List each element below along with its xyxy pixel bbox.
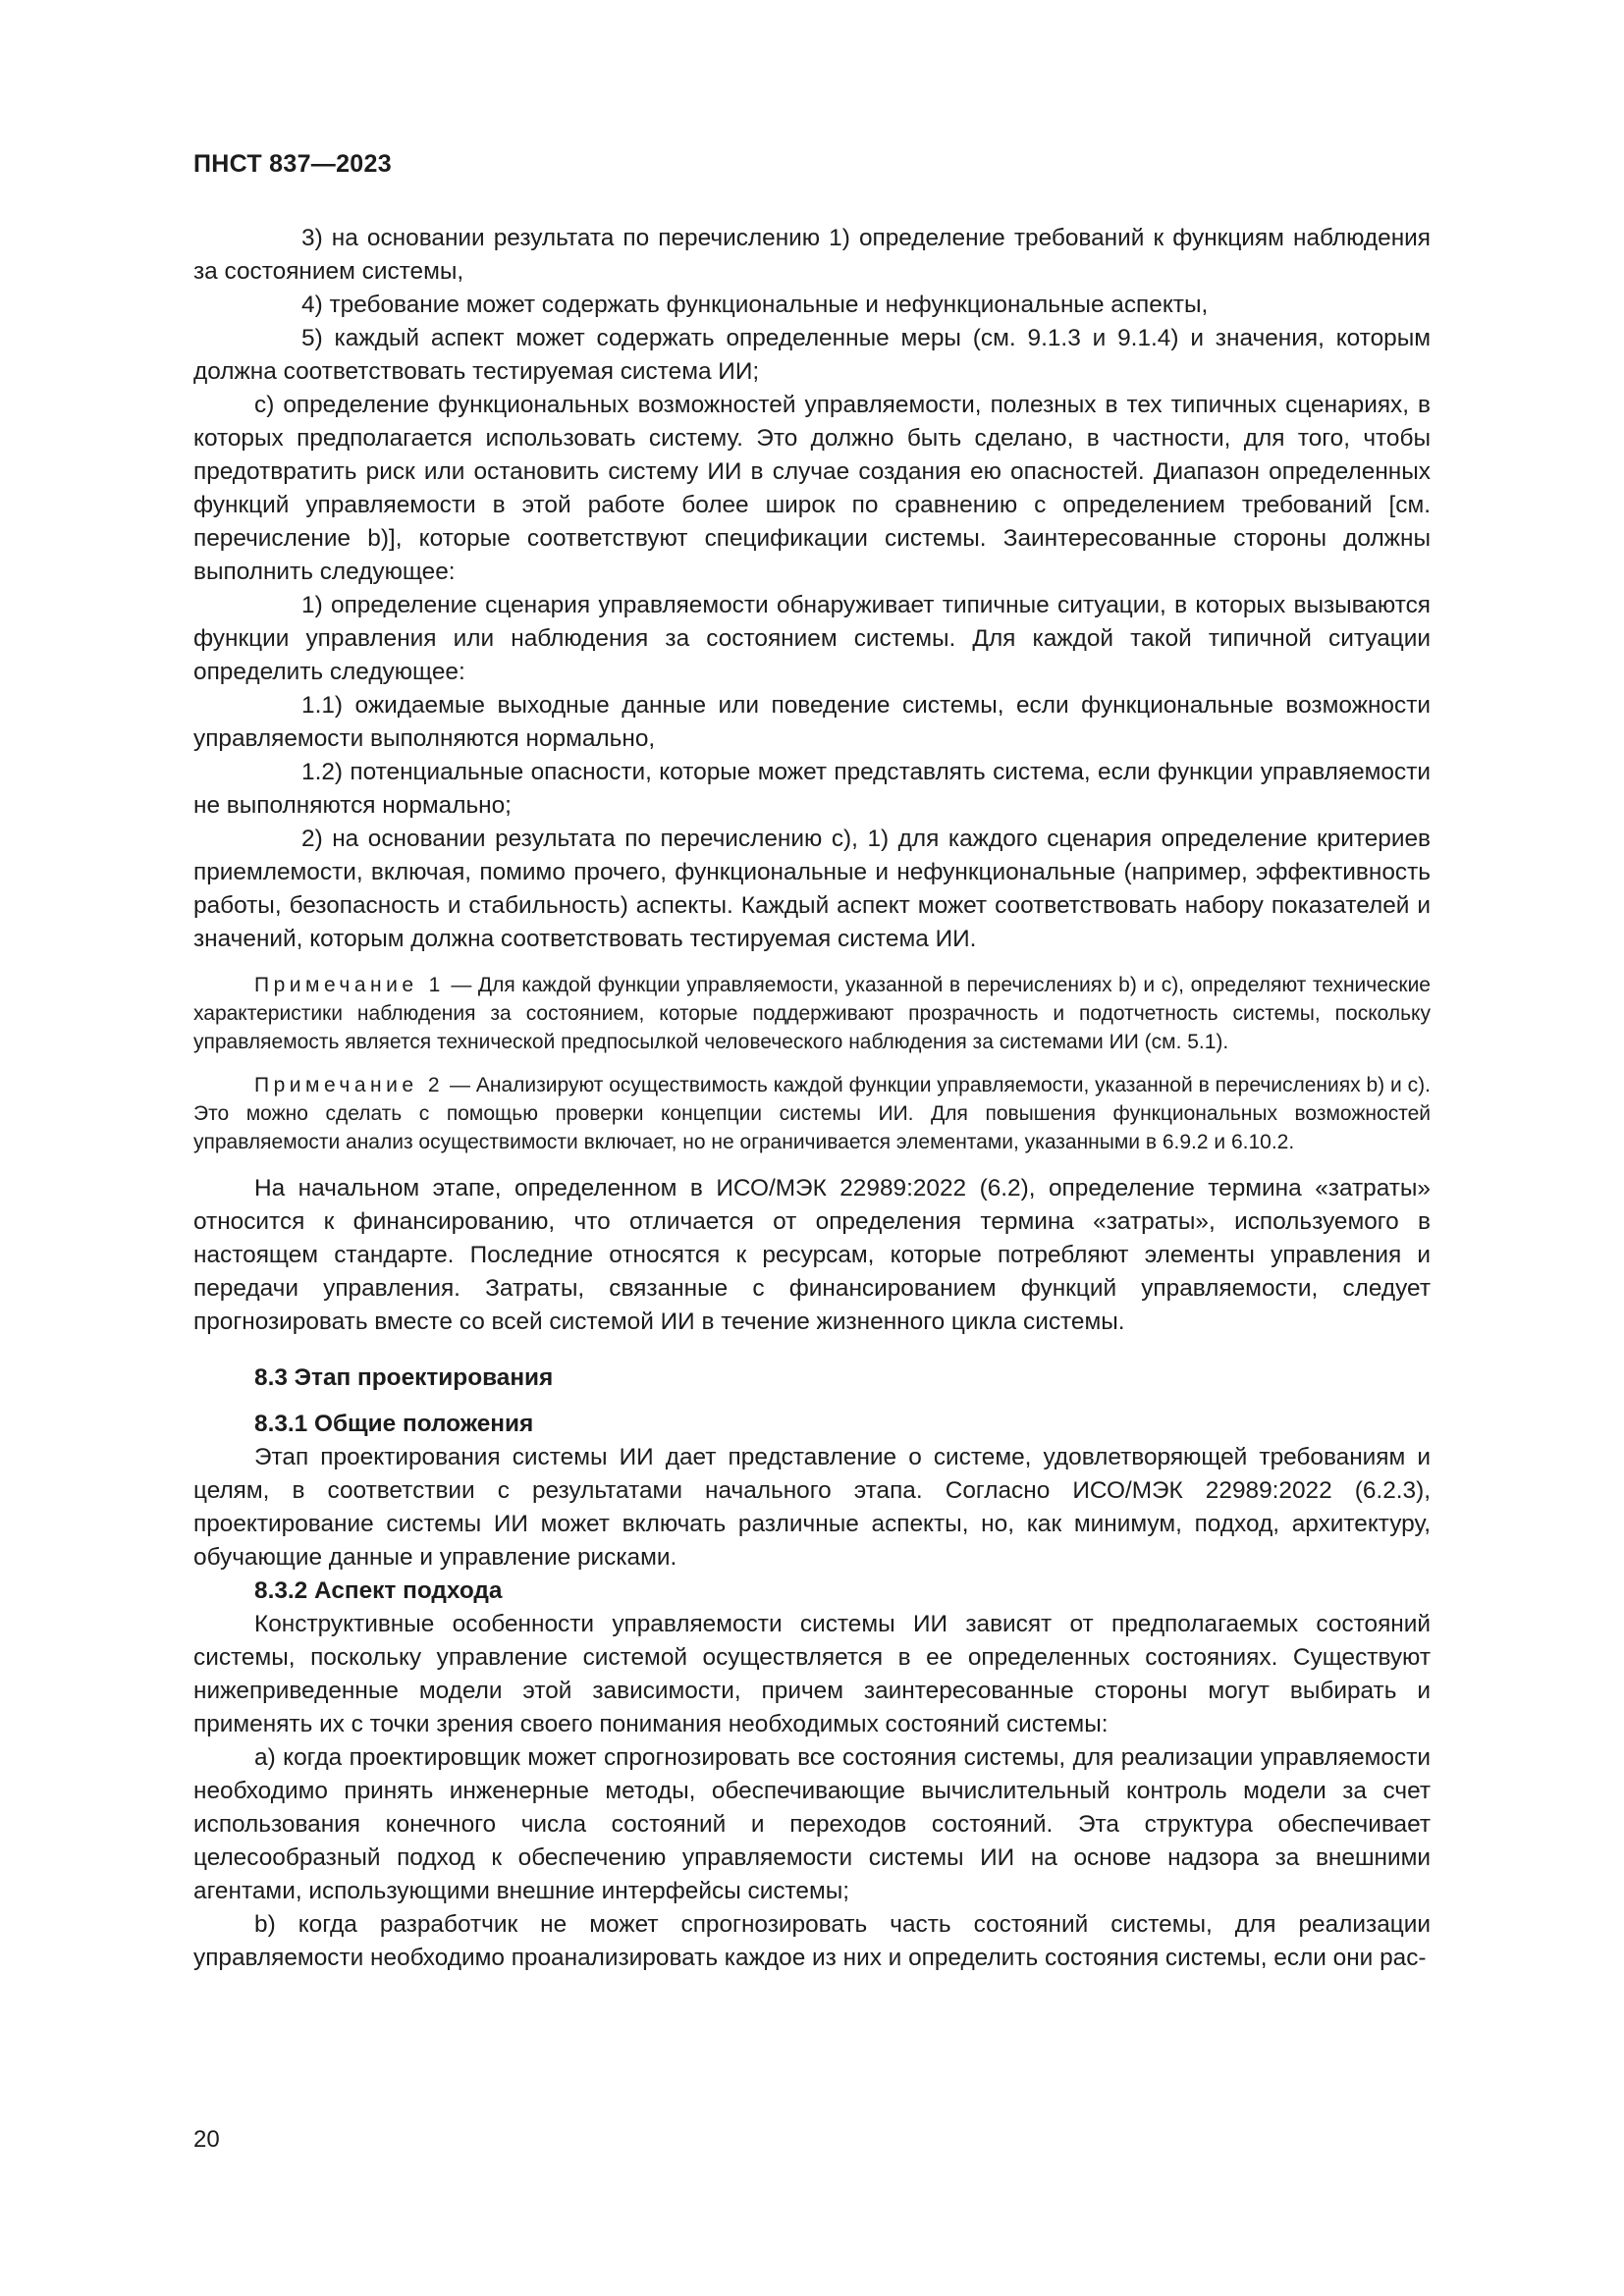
paragraph: 3) на основании результата по перечислению 1) определение требований к функциям наблюдения за состоянием системы,	[193, 225, 1431, 285]
paragraph: 2) на основании результата по перечислению c), 1) для каждого сценария определение критериев приемлемости, включая, помимо прочего, функциональные и нефункциональные (например, эффективность работы, безопасность и стабильность) аспекты. Каждый аспект может соответствовать набору показателей и значений, которым должна соответствовать тестируемая система ИИ.	[193, 826, 1431, 952]
subsection-heading: 8.3.1 Общие положения	[254, 1411, 534, 1437]
paragraph: 1.2) потенциальные опасности, которые может представлять система, если функции управляемости не выполняются нормально;	[193, 759, 1431, 819]
note-1	[193, 971, 1431, 1056]
paragraph: c) определение функциональных возможностей управляемости, полезных в тех типичных сценариях, в которых предполагается использовать систему. Это должно быть сделано, в частности, для того, чтобы предотвратить риск или остановить систему ИИ в случае создания ею опасностей. Диапазон определенных функций управляемости в этой работе более широк по сравнению с определением требований [см. перечисление b)], которые соответствуют спецификации системы. Заинтересованные стороны должны выполнить следующее:	[193, 392, 1431, 585]
note-label: Примечание 1	[254, 974, 445, 996]
page-body	[193, 222, 1431, 1975]
note-text: — Анализируют осуществимость каждой функции управляемости, указанной в перечислениях b) и c). Это можно сделать с помощью проверки концепции системы ИИ. Для повышения функциональных возможностей управляемости анализ осуществимости включает, но не ограничивается элементами, указанными в 6.9.2 и 6.10.2.	[193, 1074, 1431, 1153]
list-item: a) когда проектировщик может спрогнозировать все состояния системы, для реализации управляемости необходимо принять инженерные методы, обеспечивающие вычислительный контроль модели за счет использования конечного числа состояний и переходов состояний. Эта структура обеспечивает целесообразный подход к обеспечению управляемости системы ИИ на основе надзора за внешними агентами, использующими внешние интерфейсы системы;	[193, 1744, 1431, 1904]
paragraph: Конструктивные особенности управляемости системы ИИ зависят от предполагаемых состояний системы, поскольку управление системой осуществляется в ее определенных состояниях. Существуют нижеприведенные модели этой зависимости, причем заинтересованные стороны могут выбирать и применять их с точки зрения своего понимания необходимых состояний системы:	[193, 1611, 1431, 1737]
subsection-heading: 8.3.2 Аспект подхода	[254, 1577, 503, 1604]
paragraph: 1) определение сценария управляемости обнаруживает типичные ситуации, в которых вызываются функции управления или наблюдения за состоянием системы. Для каждой такой типичной ситуации определить следующее:	[193, 592, 1431, 685]
paragraph: 4) требование может содержать функциональные и нефункциональные аспекты,	[301, 292, 1209, 318]
note-label: Примечание 2	[254, 1074, 445, 1096]
paragraph: Этап проектирования системы ИИ дает представление о системе, удовлетворяющей требованиям и целям, в соответствии с результатами начального этапа. Согласно ИСО/МЭК 22989:2022 (6.2.3), проектирование системы ИИ может включать различные аспекты, но, как минимум, подход, архитектуру, обучающие данные и управление рисками.	[193, 1444, 1431, 1571]
list-item: b) когда разработчик не может спрогнозировать часть состояний системы, для реализации управляемости необходимо проанализировать каждое из них и определить состояния системы, если они рас-	[193, 1911, 1431, 1971]
paragraph: На начальном этапе, определенном в ИСО/МЭК 22989:2022 (6.2), определение термина «затраты» относится к финансированию, что отличается от определения термина «затраты», используемого в настоящем стандарте. Последние относятся к ресурсам, которые потребляют элементы управления и передачи управления. Затраты, связанные с финансированием функций управляемости, следует прогнозировать вместе со всей системой ИИ в течение жизненного цикла системы.	[193, 1175, 1431, 1335]
paragraph: 1.1) ожидаемые выходные данные или поведение системы, если функциональные возможности управляемости выполняются нормально,	[193, 692, 1431, 752]
paragraph: 5) каждый аспект может содержать определенные меры (см. 9.1.3 и 9.1.4) и значения, которым должна соответствовать тестируемая система ИИ;	[193, 325, 1431, 385]
page-number: 20	[193, 2126, 220, 2153]
note-text: — Для каждой функции управляемости, указанной в перечислениях b) и c), определяют технические характеристики наблюдения за состоянием, которые поддерживают прозрачность и подотчетность системы, поскольку управляемость является технической предпосылкой человеческого наблюдения за системами ИИ (см. 5.1).	[193, 974, 1431, 1053]
section-heading: 8.3 Этап проектирования	[254, 1364, 554, 1391]
page-header-doc-id: ПНСТ 837—2023	[193, 150, 392, 178]
note-2	[193, 1071, 1431, 1156]
